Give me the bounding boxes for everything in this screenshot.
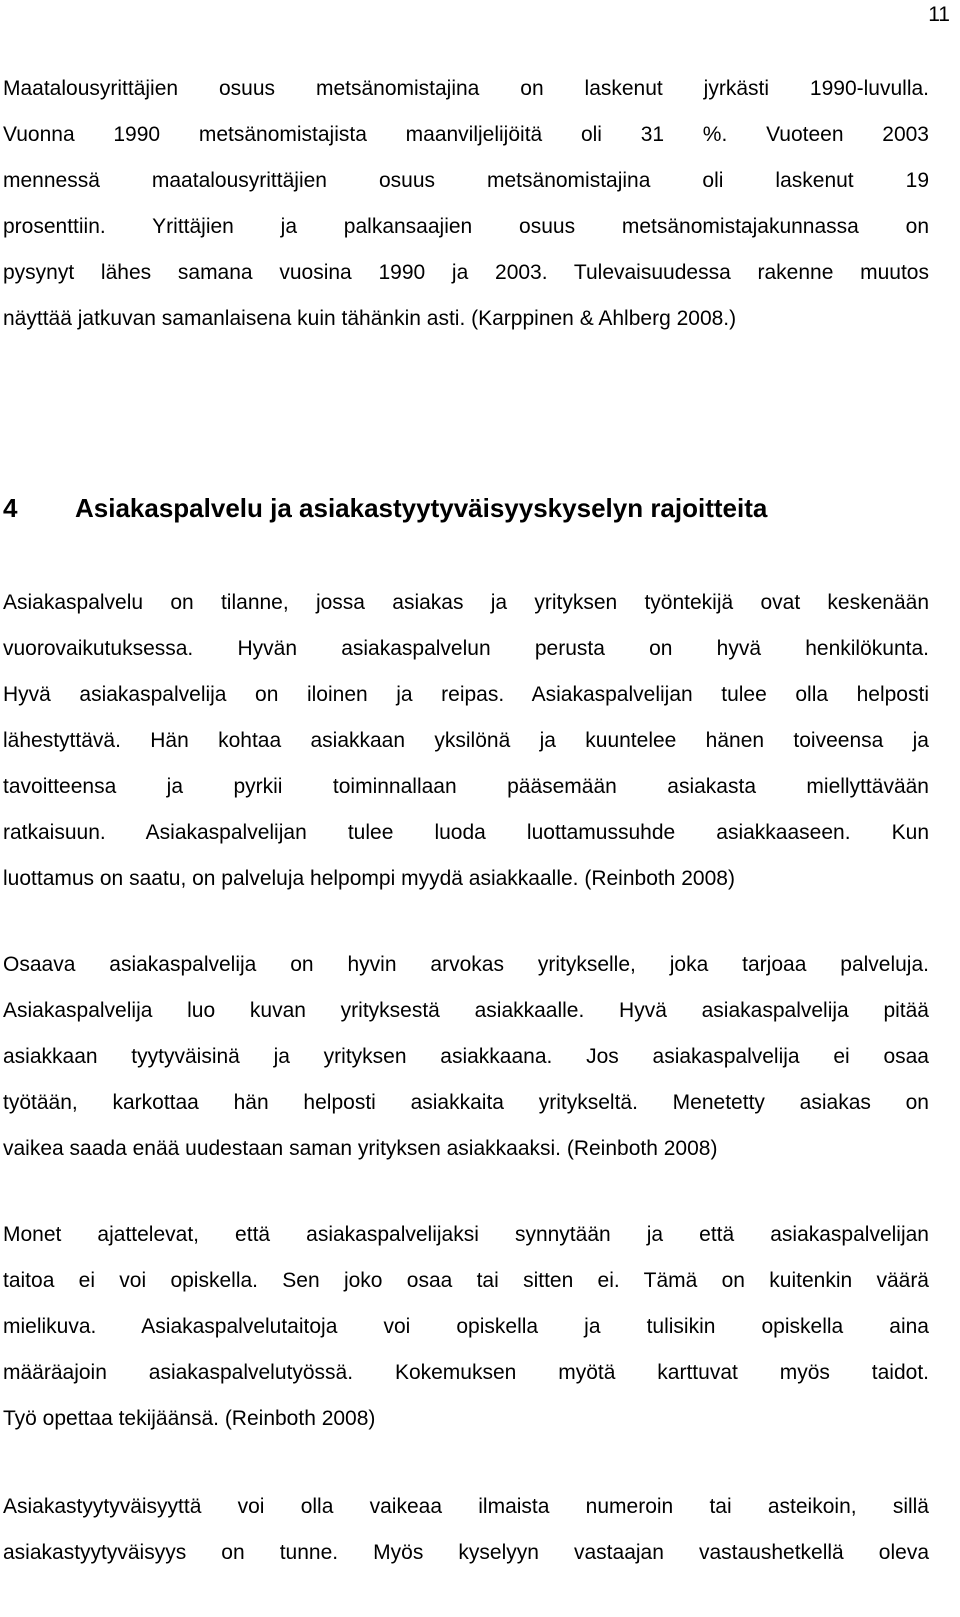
text-line: Asiakaspalvelija luo kuvan yrityksestä asiakkaalle. Hyvä asiakaspalvelija pitää: [3, 999, 929, 1022]
paragraph-skilled-servant: [3, 942, 929, 1172]
text-line: työtään, karkottaa hän helposti asiakkaita yritykseltä. Menetetty asiakas on: [3, 1091, 929, 1114]
text-line: taitoa ei voi opiskella. Sen joko osaa tai sitten ei. Tämä on kuitenkin väärä: [3, 1269, 929, 1292]
text-line: lähestyttävä. Hän kohtaa asiakkaan yksilönä ja kuuntelee hänen toiveensa ja: [3, 729, 929, 752]
section-heading: [3, 488, 929, 528]
text-line: pysynyt lähes samana vuosina 1990 ja 2003. Tulevaisuudessa rakenne muutos: [3, 261, 929, 284]
text-line: näyttää jatkuvan samanlaisena kuin tähänkin asti. (Karppinen & Ahlberg 2008.): [3, 307, 737, 330]
page-number: 11: [928, 3, 950, 26]
text-line: asiakastyytyväisyys on tunne. Myös kyselyyn vastaajan vastaushetkellä oleva: [3, 1541, 929, 1564]
text-line: mielikuva. Asiakaspalvelutaitoja voi opiskella ja tulisikin opiskella aina: [3, 1315, 929, 1338]
section-title: Asiakaspalvelu ja asiakastyytyväisyyskyselyn rajoitteita: [75, 493, 768, 523]
paragraph-intro: [3, 66, 929, 342]
text-line: luottamus on saatu, on palveluja helpompi myydä asiakkaalle. (Reinboth 2008): [3, 867, 735, 890]
text-line: asiakkaan tyytyväisinä ja yrityksen asiakkaana. Jos asiakaspalvelija ei osaa: [3, 1045, 929, 1068]
text-line: vaikea saada enää uudestaan saman yrityksen asiakkaaksi. (Reinboth 2008): [3, 1137, 718, 1160]
text-line: Asiakaspalvelu on tilanne, jossa asiakas ja yrityksen työntekijä ovat keskenään: [3, 591, 929, 614]
text-line: prosenttiin. Yrittäjien ja palkansaajien osuus metsänomistajakunnassa on: [3, 215, 929, 238]
text-line: Maatalousyrittäjien osuus metsänomistajina on laskenut jyrkästi 1990-luvulla.: [3, 77, 929, 100]
section-number: 4: [3, 493, 18, 523]
text-line: Työ opettaa tekijäänsä. (Reinboth 2008): [3, 1407, 376, 1430]
text-line: mennessä maatalousyrittäjien osuus metsänomistajina oli laskenut 19: [3, 169, 929, 192]
paragraph-customer-service: [3, 580, 929, 902]
text-line: tavoitteensa ja pyrkii toiminnallaan pääsemään asiakasta miellyttävään: [3, 775, 929, 798]
text-line: Osaava asiakaspalvelija on hyvin arvokas yritykselle, joka tarjoaa palveluja.: [3, 953, 929, 976]
paragraph-learning-skills: [3, 1212, 929, 1442]
text-line: Vuonna 1990 metsänomistajista maanviljelijöitä oli 31 %. Vuoteen 2003: [3, 123, 929, 146]
paragraph-satisfaction: [3, 1484, 929, 1576]
text-line: Monet ajattelevat, että asiakaspalvelijaksi synnytään ja että asiakaspalvelijan: [3, 1223, 929, 1246]
text-line: ratkaisuun. Asiakaspalvelijan tulee luoda luottamussuhde asiakkaaseen. Kun: [3, 821, 929, 844]
text-line: Asiakastyytyväisyyttä voi olla vaikeaa ilmaista numeroin tai asteikoin, sillä: [3, 1495, 929, 1518]
text-line: määräajoin asiakaspalvelutyössä. Kokemuksen myötä karttuvat myös taidot.: [3, 1361, 929, 1384]
text-line: Hyvä asiakaspalvelija on iloinen ja reipas. Asiakaspalvelijan tulee olla helposti: [3, 683, 929, 706]
text-line: vuorovaikutuksessa. Hyvän asiakaspalvelun perusta on hyvä henkilökunta.: [3, 637, 929, 660]
